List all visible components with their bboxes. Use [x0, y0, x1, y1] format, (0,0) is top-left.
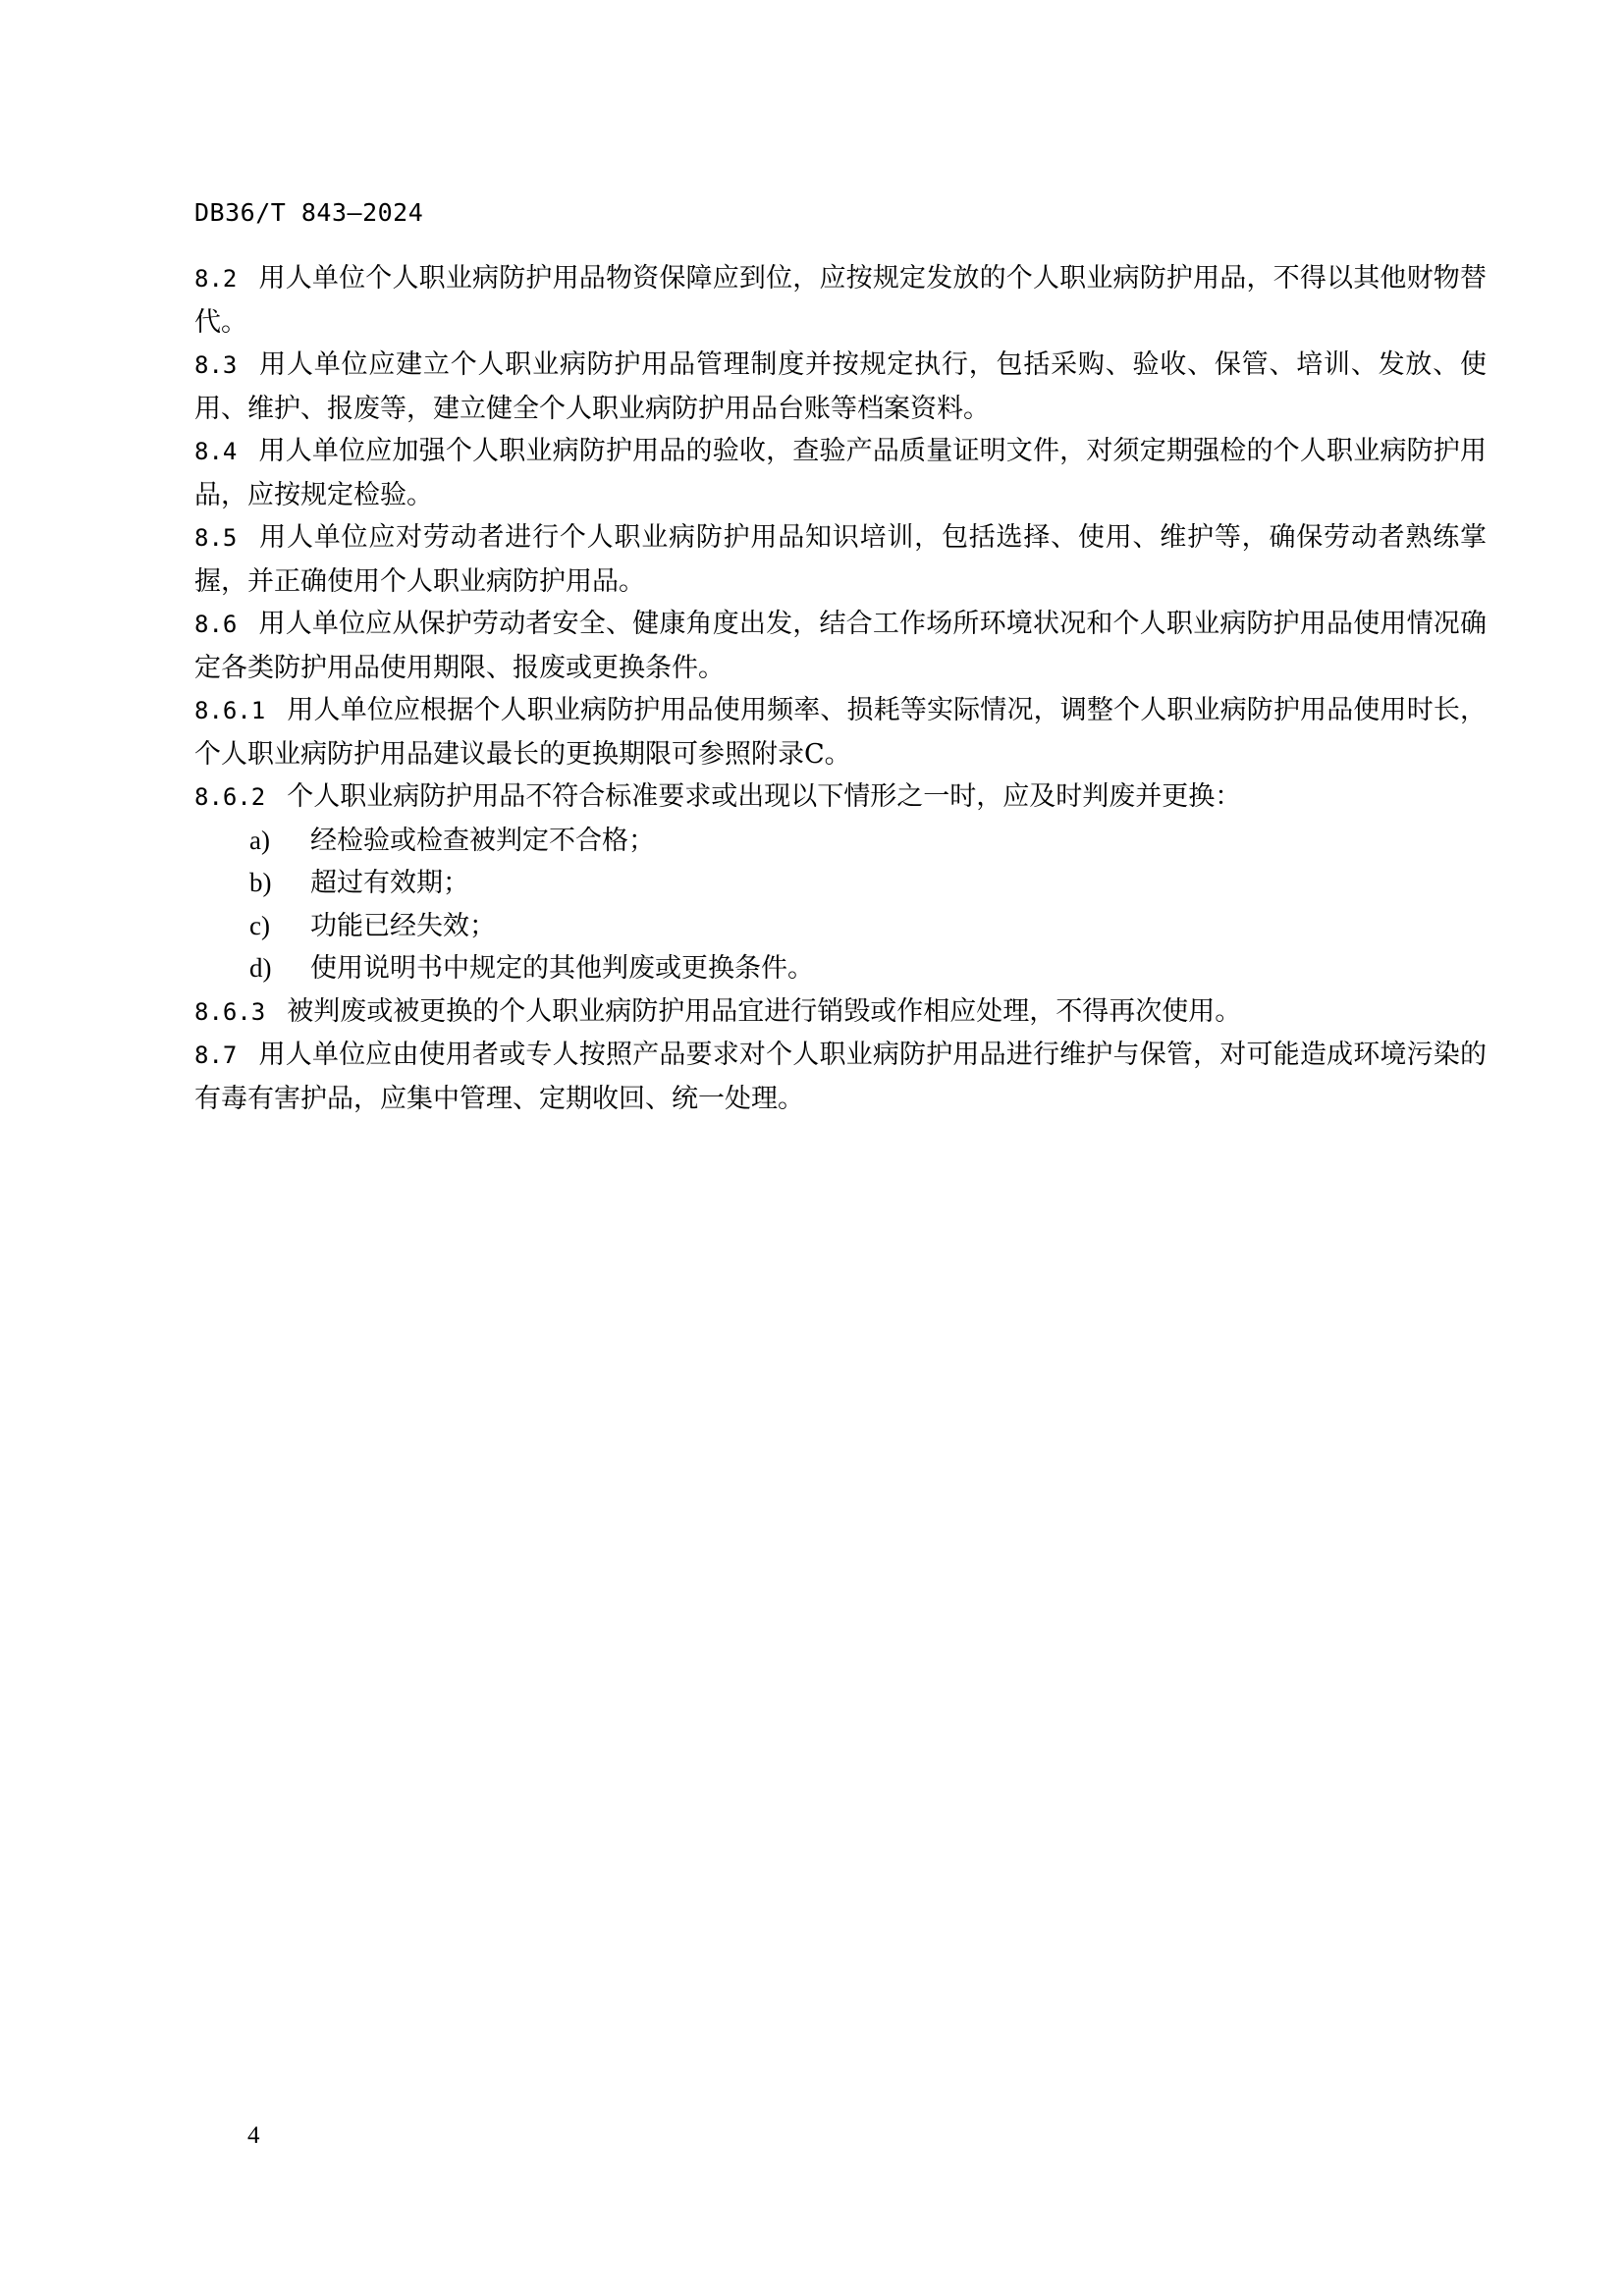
clause-8-4: [194, 430, 1487, 516]
list-item-text: 功能已经失效；: [310, 910, 496, 941]
list-marker: d): [249, 953, 272, 983]
clause-8-6-2: [194, 775, 1487, 820]
document-body: [194, 257, 1487, 1120]
clause-text: 用人单位应根据个人职业病防护用品使用频率、损耗等实际情况，调整个人职业病防护用品使用时长，个人职业病防护用品建议最长的更换期限可参照附录C。: [194, 695, 1487, 770]
clause-text: 用人单位应加强个人职业病防护用品的验收，查验产品质量证明文件，对须定期强检的个人职业病防护用品，应按规定检验。: [194, 436, 1487, 510]
clause-8-7: [194, 1034, 1487, 1120]
list-item-text: 使用说明书中规定的其他判废或更换条件。: [310, 953, 814, 984]
clause-text: 被判废或被更换的个人职业病防护用品宜进行销毁或作相应处理，不得再次使用。: [287, 995, 1242, 1027]
clause-8-2: [194, 257, 1487, 344]
condition-list: [194, 820, 1487, 990]
clause-text: 用人单位应由使用者或专人按照产品要求对个人职业病防护用品进行维护与保管，对可能造成环境污染的有毒有害护品，应集中管理、定期收回、统一处理。: [194, 1040, 1487, 1114]
clause-8-6-3: [194, 990, 1487, 1035]
list-item: [194, 947, 1487, 990]
list-marker: b): [249, 868, 272, 897]
clause-text: 用人单位个人职业病防护用品物资保障应到位，应按规定发放的个人职业病防护用品，不得以其他财物替代。: [194, 263, 1487, 338]
clause-text: 个人职业病防护用品不符合标准要求或出现以下情形之一时，应及时判废并更换：: [287, 781, 1242, 812]
clause-number: 8.6.3: [194, 997, 266, 1026]
list-item-text: 超过有效期；: [310, 868, 469, 898]
clause-number: 8.6.1: [194, 697, 266, 724]
clause-number: 8.7: [194, 1041, 238, 1069]
list-marker: a): [249, 825, 270, 855]
list-item: [194, 862, 1487, 905]
document-code: DB36/T 843—2024: [194, 198, 424, 227]
clause-number: 8.5: [194, 524, 238, 552]
list-item: [194, 820, 1487, 863]
clause-number: 8.2: [194, 265, 238, 293]
clause-number: 8.4: [194, 438, 238, 465]
clause-8-6-1: [194, 689, 1487, 775]
clause-8-5: [194, 516, 1487, 603]
clause-text: 用人单位应从保护劳动者安全、健康角度出发，结合工作场所环境状况和个人职业病防护用品使用情况确定各类防护用品使用期限、报废或更换条件。: [194, 609, 1487, 683]
list-item: [194, 905, 1487, 948]
clause-8-3: [194, 344, 1487, 430]
list-item-text: 经检验或检查被判定不合格；: [310, 825, 655, 856]
page-number: 4: [247, 2122, 260, 2149]
clause-number: 8.3: [194, 351, 238, 379]
clause-8-6: [194, 603, 1487, 689]
clause-text: 用人单位应对劳动者进行个人职业病防护用品知识培训，包括选择、使用、维护等，确保劳动者熟练掌握，并正确使用个人职业病防护用品。: [194, 522, 1487, 597]
clause-number: 8.6: [194, 611, 238, 638]
clause-text: 用人单位应建立个人职业病防护用品管理制度并按规定执行，包括采购、验收、保管、培训、发放、使用、维护、报废等，建立健全个人职业病防护用品台账等档案资料。: [194, 349, 1487, 424]
list-marker: c): [249, 910, 270, 940]
clause-number: 8.6.2: [194, 783, 266, 811]
